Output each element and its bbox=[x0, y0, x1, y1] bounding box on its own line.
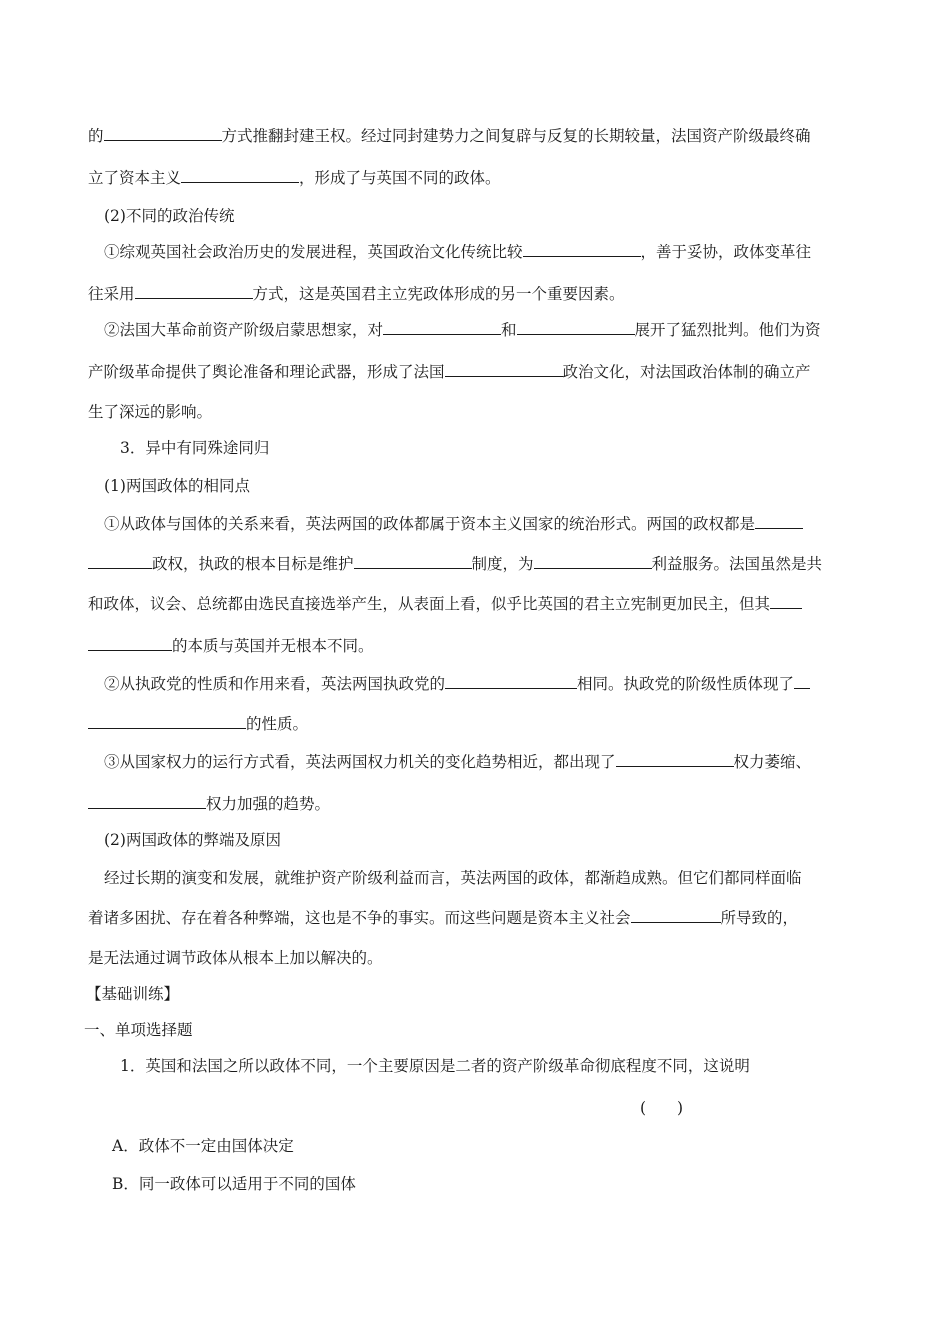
text-run: ②法国大革命前资产阶级启蒙思想家，对 bbox=[104, 321, 384, 339]
fill-blank bbox=[135, 284, 253, 299]
text-run: 政权，执政的根本目标是维护 bbox=[152, 555, 354, 573]
paragraph-line bbox=[88, 554, 822, 574]
paragraph-line bbox=[104, 320, 821, 340]
fill-blank bbox=[354, 554, 472, 569]
section-heading: 3．异中有同殊途同归 bbox=[120, 439, 270, 457]
text-run: ，善于妥协，政体变革往 bbox=[640, 243, 812, 261]
option-b: B．同一政体可以适用于不同的国体 bbox=[112, 1175, 356, 1193]
part-heading: 一、单项选择题 bbox=[84, 1021, 193, 1039]
paragraph-line bbox=[88, 284, 625, 304]
text-run: 制度，为 bbox=[471, 555, 534, 573]
text-run: 的性质。 bbox=[246, 715, 309, 733]
text-run: 方式，这是英国君主立宪政体形成的另一个重要因素。 bbox=[252, 285, 625, 303]
paragraph-line: 生了深远的影响。 bbox=[88, 403, 213, 421]
text-run: 产阶级革命提供了舆论准备和理论武器，形成了法国 bbox=[88, 363, 445, 381]
sub-heading: (2)不同的政治传统 bbox=[104, 207, 235, 225]
text-run: 和政体，议会、总统都由选民直接选举产生，从表面上看，似乎比英国的君主立宪制更加民主，但其 bbox=[88, 595, 771, 613]
paragraph-line bbox=[104, 752, 811, 772]
fill-blank bbox=[755, 514, 803, 529]
paragraph-line: 是无法通过调节政体从根本上加以解决的。 bbox=[88, 949, 383, 967]
answer-parentheses: ( ) bbox=[640, 1099, 684, 1117]
text-run: ③从国家权力的运行方式看，英法两国权力机关的变化趋势相近，都出现了 bbox=[104, 753, 616, 771]
paragraph-line bbox=[88, 794, 330, 814]
text-run: 和 bbox=[501, 321, 517, 339]
text-run: ②从执政党的性质和作用来看，英法两国执政党的 bbox=[104, 675, 446, 693]
fill-blank bbox=[88, 554, 152, 569]
text-run: 立了资本主义 bbox=[88, 169, 182, 187]
text-run: 权力加强的趋势。 bbox=[206, 795, 331, 813]
question-stem: 1．英国和法国之所以政体不同，一个主要原因是二者的资产阶级革命彻底程度不同，这说明 bbox=[120, 1057, 750, 1075]
paragraph-line bbox=[88, 908, 798, 928]
fill-blank bbox=[104, 126, 222, 141]
paragraph-line bbox=[88, 636, 374, 656]
fill-blank bbox=[616, 752, 734, 767]
fill-blank bbox=[88, 794, 206, 809]
fill-blank bbox=[383, 320, 501, 335]
option-a: A．政体不一定由国体决定 bbox=[112, 1137, 294, 1155]
text-run: ，形成了与英国不同的政体。 bbox=[299, 169, 501, 187]
fill-blank bbox=[445, 674, 577, 689]
text-run: 政治文化，对法国政治体制的确立产 bbox=[562, 363, 811, 381]
fill-blank bbox=[631, 908, 721, 923]
paragraph-line bbox=[104, 674, 810, 694]
text-run: 的本质与英国并无根本不同。 bbox=[172, 637, 374, 655]
fill-blank bbox=[770, 594, 802, 609]
sub-heading: (2)两国政体的弊端及原因 bbox=[104, 831, 281, 849]
fill-blank bbox=[445, 362, 563, 377]
text-run: 相同。执政党的阶级性质体现了 bbox=[577, 675, 795, 693]
sub-heading: (1)两国政体的相同点 bbox=[104, 477, 250, 495]
fill-blank bbox=[794, 674, 810, 689]
paragraph-line bbox=[88, 362, 811, 382]
text-run: 方式推翻封建王权。经过同封建势力之间复辟与反复的长期较量，法国资产阶级最终确 bbox=[221, 127, 811, 145]
paragraph-line bbox=[104, 514, 803, 534]
paragraph-line: 经过长期的演变和发展，就维护资产阶级利益而言，英法两国的政体，都渐趋成熟。但它们都同样面临 bbox=[104, 869, 802, 887]
fill-blank bbox=[88, 714, 246, 729]
text-run: 往采用 bbox=[88, 285, 135, 303]
text-run: 着诸多困扰、存在着各种弊端，这也是不争的事实。而这些问题是资本主义社会 bbox=[88, 909, 631, 927]
paragraph-line bbox=[88, 126, 811, 146]
paragraph-line bbox=[88, 594, 802, 614]
fill-blank bbox=[181, 168, 299, 183]
text-run: 权力萎缩、 bbox=[733, 753, 812, 771]
text-run: ①综观英国社会政治历史的发展进程，英国政治文化传统比较 bbox=[104, 243, 523, 261]
text-run: 的 bbox=[88, 127, 104, 145]
fill-blank bbox=[534, 554, 652, 569]
text-run: 所导致的， bbox=[720, 909, 799, 927]
fill-blank bbox=[88, 636, 172, 651]
text-run: 利益服务。法国虽然是共 bbox=[651, 555, 823, 573]
paragraph-line bbox=[104, 242, 811, 262]
text-run: ①从政体与国体的关系来看，英法两国的政体都属于资本主义国家的统治形式。两国的政权都是 bbox=[104, 515, 756, 533]
fill-blank bbox=[523, 242, 641, 257]
text-run: 展开了猛烈批判。他们为资 bbox=[634, 321, 821, 339]
fill-blank bbox=[517, 320, 635, 335]
training-heading: 【基础训练】 bbox=[86, 985, 180, 1003]
paragraph-line bbox=[88, 714, 308, 734]
paragraph-line bbox=[88, 168, 501, 188]
